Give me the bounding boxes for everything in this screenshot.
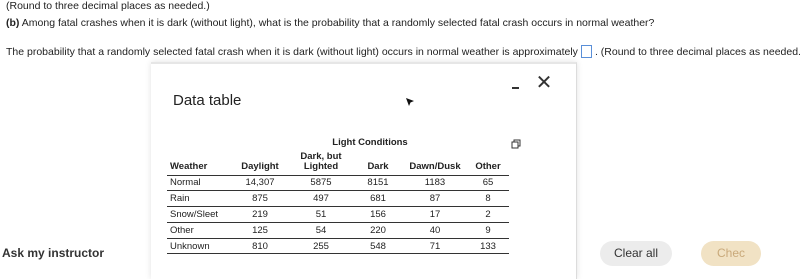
question-part-label: (b) xyxy=(6,17,20,29)
table-cell: 125 xyxy=(231,222,289,238)
mouse-cursor-icon xyxy=(405,97,415,107)
table-row xyxy=(167,238,509,254)
table-cell: 40 xyxy=(403,222,467,238)
table-row xyxy=(167,175,509,191)
table-cell: 8 xyxy=(467,191,509,207)
data-table-popup xyxy=(151,62,577,279)
table-cell: 71 xyxy=(403,238,467,254)
table-cell: 87 xyxy=(403,191,467,207)
table-cell: 8151 xyxy=(353,175,403,191)
table-cell: 17 xyxy=(403,207,467,223)
column-header: Daylight xyxy=(231,149,289,175)
column-header-row xyxy=(167,149,509,175)
answer-prefix: The probability that a randomly selected fatal crash when it is dark (without light) occurs in normal weather is approximately xyxy=(6,46,578,58)
table-row xyxy=(167,207,509,223)
table-cell: 133 xyxy=(467,238,509,254)
table-cell: 875 xyxy=(231,191,289,207)
column-header: Other xyxy=(467,149,509,175)
minimize-icon[interactable] xyxy=(504,78,526,98)
answer-suffix: . (Round to three decimal places as needed. xyxy=(594,46,801,58)
row-label: Other xyxy=(167,222,231,238)
ask-instructor-button[interactable]: Ask my instructor xyxy=(2,246,105,260)
row-label: Rain xyxy=(167,191,231,207)
round-note: (Round to three decimal places as needed.) xyxy=(6,0,210,12)
table-cell: 497 xyxy=(289,191,353,207)
close-icon[interactable]: ✕ xyxy=(535,72,553,94)
group-header-row xyxy=(167,136,509,149)
table-cell: 9 xyxy=(467,222,509,238)
row-label: Snow/Sleet xyxy=(167,207,231,223)
table-cell: 5875 xyxy=(289,175,353,191)
table-cell: 65 xyxy=(467,175,509,191)
table-row xyxy=(167,222,509,238)
answer-statement xyxy=(6,45,801,58)
column-header: Dawn/Dusk xyxy=(403,149,467,175)
table-row xyxy=(167,191,509,207)
popup-title: Data table xyxy=(173,92,242,109)
table-cell: 14,307 xyxy=(231,175,289,191)
table-cell: 219 xyxy=(231,207,289,223)
table-cell: 1183 xyxy=(403,175,467,191)
question-body: Among fatal crashes when it is dark (without light), what is the probability that a randomly selected fatal crash occurs in normal weather? xyxy=(19,17,655,29)
table-cell: 51 xyxy=(289,207,353,223)
check-answer-button[interactable]: Chec xyxy=(701,241,761,266)
table-cell: 2 xyxy=(467,207,509,223)
row-label: Unknown xyxy=(167,238,231,254)
answer-input-box[interactable] xyxy=(581,45,592,58)
data-table xyxy=(167,136,509,254)
table-cell: 220 xyxy=(353,222,403,238)
group-header: Light Conditions xyxy=(332,137,408,148)
column-header: Dark, but Lighted xyxy=(289,149,353,175)
column-header: Dark xyxy=(353,149,403,175)
table-cell: 681 xyxy=(353,191,403,207)
column-header: Weather xyxy=(167,149,231,175)
copy-icon[interactable] xyxy=(511,139,521,149)
question-text xyxy=(6,17,654,29)
table-cell: 548 xyxy=(353,238,403,254)
row-label: Normal xyxy=(167,175,231,191)
table-cell: 810 xyxy=(231,238,289,254)
table-cell: 156 xyxy=(353,207,403,223)
clear-all-button[interactable]: Clear all xyxy=(600,241,672,266)
table-cell: 54 xyxy=(289,222,353,238)
table-cell: 255 xyxy=(289,238,353,254)
